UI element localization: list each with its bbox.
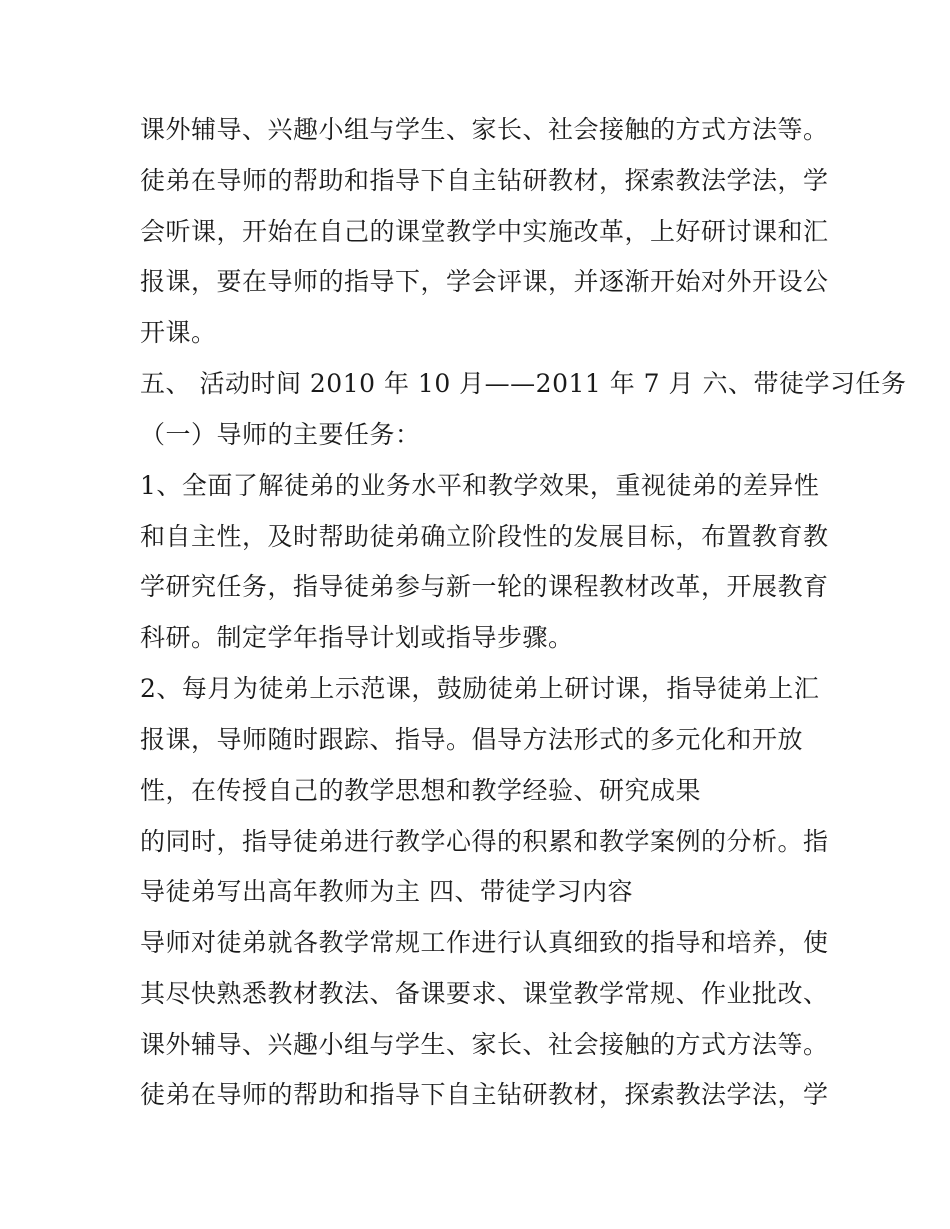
text-line: 导徒弟写出高年教师为主 四、带徒学习内容 xyxy=(140,877,633,906)
text-line: 会听课，开始在自己的课堂教学中实施改革，上好研讨课和汇 xyxy=(140,217,829,246)
text-line: 学研究任务，指导徒弟参与新一轮的课程教材改革，开展教育 xyxy=(140,572,829,601)
text-line: 1、全面了解徒弟的业务水平和教学效果，重视徒弟的差异性 xyxy=(140,471,820,500)
text-line: 性，在传授自己的教学思想和教学经验、研究成果 xyxy=(140,776,702,805)
text-line: 徒弟在导师的帮助和指导下自主钻研教材，探索教法学法，学 xyxy=(140,166,829,195)
text-line: 科研。制定学年指导计划或指导步骤。 xyxy=(140,623,574,652)
text-line: 报课，导师随时跟踪、指导。倡导方法形式的多元化和开放 xyxy=(140,725,804,754)
text-line: 其尽快熟悉教材教法、备课要求、课堂教学常规、作业批改、 xyxy=(140,979,829,1008)
text-line: 开课。 xyxy=(140,318,217,347)
text-line: 课外辅导、兴趣小组与学生、家长、社会接触的方式方法等。 xyxy=(140,115,829,144)
text-line: （一）导师的主要任务： xyxy=(140,420,421,449)
text-line: 五、 活动时间 2010 年 10 月——2011 年 7 月 六、带徒学习任务 xyxy=(140,369,907,398)
text-line: 和自主性，及时帮助徒弟确立阶段性的发展目标，布置教育教 xyxy=(140,522,829,551)
text-line: 2、每月为徒弟上示范课，鼓励徒弟上研讨课，指导徒弟上汇 xyxy=(140,674,820,703)
text-line: 课外辅导、兴趣小组与学生、家长、社会接触的方式方法等。 xyxy=(140,1030,829,1059)
text-line: 徒弟在导师的帮助和指导下自主钻研教材，探索教法学法，学 xyxy=(140,1080,829,1109)
text-line: 的同时，指导徒弟进行教学心得的积累和教学案例的分析。指 xyxy=(140,827,829,856)
text-line: 导师对徒弟就各教学常规工作进行认真细致的指导和培养，使 xyxy=(140,928,829,957)
text-line: 报课，要在导师的指导下，学会评课，并逐渐开始对外开设公 xyxy=(140,267,829,296)
